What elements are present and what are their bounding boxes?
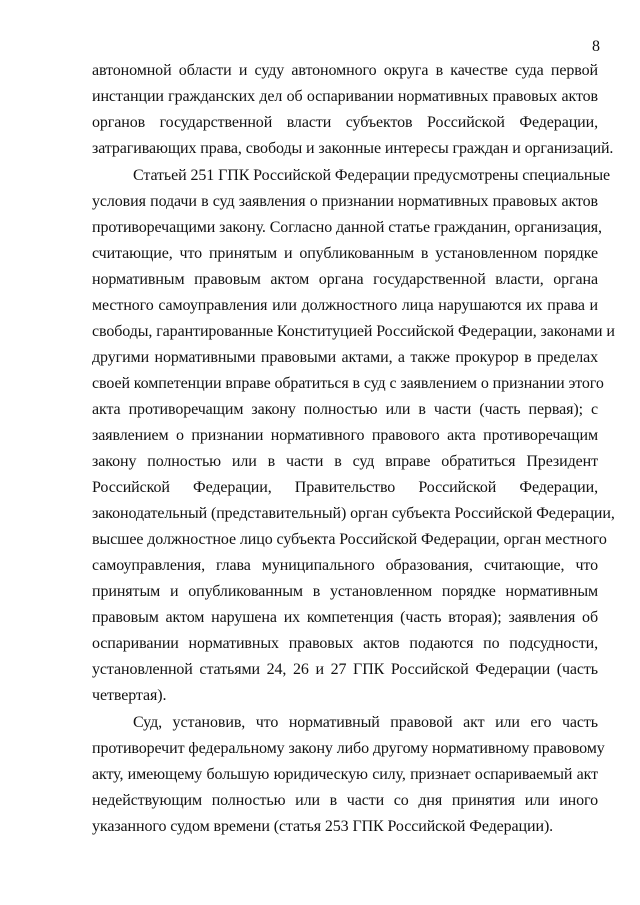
paragraph-2-line: считающие, что принятым и опубликованным в установленном порядке (92, 245, 598, 262)
paragraph-2-line: Статьей 251 ГПК Российской Федерации предусмотрены специальные (133, 167, 611, 184)
paragraph-2-line: местного самоуправления или должностного лица нарушаются их права и (92, 297, 598, 314)
paragraph-2-line: нормативным правовым актом органа государственной власти, органа (92, 271, 598, 288)
paragraph-3-line: Суд, установив, что нормативный правовой акт или его часть (133, 714, 598, 731)
paragraph-2-line: заявлением о признании нормативного правового акта противоречащим (92, 427, 598, 444)
paragraph-2-line: акта противоречащим закону полностью или в части (часть первая); с (92, 401, 598, 418)
paragraph-2-line: законодательный (представительный) орган субъекта Российской Федерации, (92, 505, 615, 522)
paragraph-2-line: своей компетенции вправе обратиться в суд с заявлением о признании этого (92, 375, 604, 392)
paragraph-2-line: оспаривании нормативных правовых актов подаются по подсудности, (92, 635, 598, 652)
paragraph-3-line: указанного судом времени (статья 253 ГПК Российской Федерации). (92, 818, 554, 835)
paragraph-3-line: противоречит федеральному закону либо другому нормативному правовому (92, 740, 605, 757)
paragraph-1-line: затрагивающих права, свободы и законные интересы граждан и организаций. (92, 140, 614, 157)
paragraph-1-line: автономной области и суду автономного округа в качестве суда первой (92, 62, 598, 79)
paragraph-3-line: недействующим полностью или в части со дня принятия или иного (92, 792, 598, 809)
paragraph-2-line: закону полностью или в части в суд вправе обратиться Президент (92, 453, 598, 470)
paragraph-2-line: другими нормативными правовыми актами, а также прокурор в пределах (92, 349, 598, 366)
paragraph-3-line: акту, имеющему большую юридическую силу, признает оспариваемый акт (92, 766, 598, 783)
paragraph-2-line: свободы, гарантированные Конституцией Российской Федерации, законами и (92, 323, 615, 340)
page-number: 8 (592, 38, 600, 55)
paragraph-2-line: высшее должностное лицо субъекта Российской Федерации, орган местного (92, 531, 607, 548)
paragraph-2-line: принятым и опубликованным в установленном порядке нормативным (92, 583, 598, 600)
paragraph-1-line: инстанции гражданских дел об оспаривании нормативных правовых актов (92, 88, 598, 105)
paragraph-2-line: самоуправления, глава муниципального образования, считающие, что (92, 557, 598, 574)
paragraph-1-line: органов государственной власти субъектов Российской Федерации, (92, 114, 598, 131)
paragraph-2-line: Российской Федерации, Правительство Российской Федерации, (92, 479, 598, 496)
paragraph-2-line: установленной статьями 24, 26 и 27 ГПК Российской Федерации (часть (92, 661, 598, 678)
paragraph-2-line: правовым актом нарушена их компетенция (часть вторая); заявления об (92, 609, 598, 626)
paragraph-2-line: условия подачи в суд заявления о признании нормативных правовых актов (92, 193, 598, 210)
paragraph-2-line: противоречащими закону. Согласно данной статье гражданин, организация, (92, 219, 602, 236)
paragraph-2-line: четвертая). (92, 687, 167, 704)
